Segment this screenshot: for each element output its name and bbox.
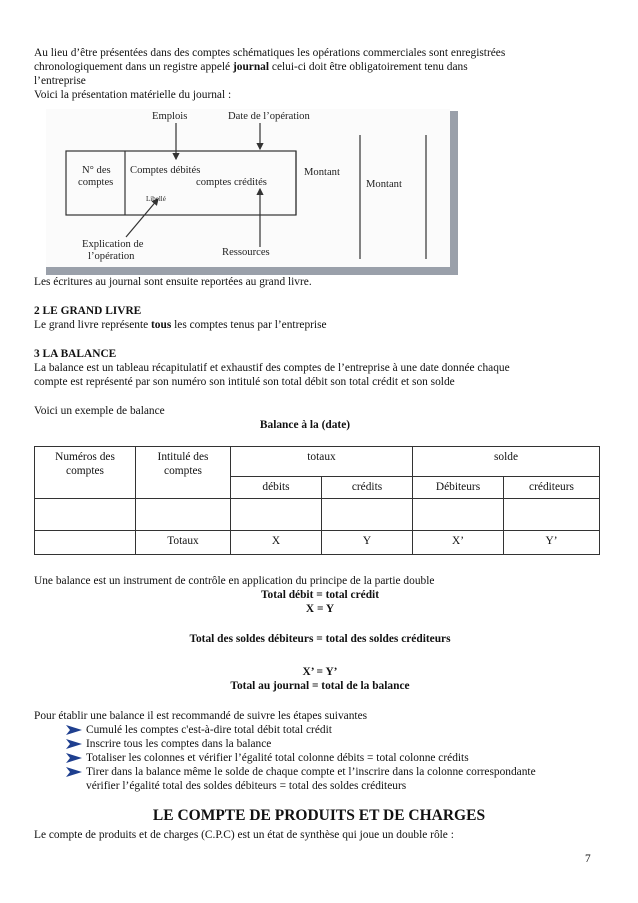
list-item xyxy=(66,765,606,779)
intro-paragraph xyxy=(34,46,606,102)
intro-line-2-a: chronologiquement dans un registre appelé xyxy=(34,61,233,73)
balance-example-line: Voici un exemple de balance xyxy=(34,405,165,417)
after-diagram-line: Les écritures au journal sont ensuite reportées au grand livre. xyxy=(34,276,312,288)
arrow-bullet-icon xyxy=(66,725,82,735)
header-solde: solde xyxy=(413,447,600,477)
header-intitule xyxy=(136,447,231,499)
grand-livre-text-b: les comptes tenus par l’entreprise xyxy=(171,319,327,331)
header-debiteurs: Débiteurs xyxy=(413,477,504,499)
step-continuation: vérifier l’égalité total des soldes débiteurs = total des soldes créditeurs xyxy=(86,780,407,792)
journal-diagram xyxy=(46,109,458,275)
explication-arrow xyxy=(126,199,158,237)
arrow-bullet-icon xyxy=(66,739,82,749)
diagram-shadow-bottom xyxy=(46,267,458,275)
table-row xyxy=(35,499,600,531)
diagram-label-num-1: N° des xyxy=(82,165,111,176)
cpc-title: LE COMPTE DE PRODUITS ET DE CHARGES xyxy=(152,807,486,824)
steps-intro xyxy=(34,709,606,723)
intro-line-1: Au lieu d’être présentées dans des comptes schématiques les opérations commerciales sont enregistrées xyxy=(34,47,506,59)
step-2: Inscrire tous les comptes dans la balance xyxy=(86,738,272,750)
header-numeros-2: comptes xyxy=(66,465,104,477)
diagram-label-explication-1: Explication de xyxy=(82,239,144,250)
equation-xp-yp: X’ = Y’ xyxy=(302,666,338,678)
equation-journal-balance: Total au journal = total de la balance xyxy=(230,680,410,692)
diagram-shadow-right xyxy=(450,111,458,275)
equation-x-y: X = Y xyxy=(305,603,335,615)
diagram-label-emplois: Emplois xyxy=(152,111,188,122)
grand-livre-bold: tous xyxy=(151,319,172,331)
header-intitule-1: Intitulé des xyxy=(157,451,209,463)
list-item xyxy=(66,751,606,765)
balance-line-2: compte est représenté par son numéro son intitulé son total débit son total crédit et son solde xyxy=(34,376,455,388)
table-cell xyxy=(35,531,136,555)
diagram-label-libelle: Libellé xyxy=(146,195,166,203)
steps-intro-line: Pour établir une balance il est recommandé de suivre les étapes suivantes xyxy=(34,710,368,722)
balance-line-1: La balance est un tableau récapitulatif et exhaustif des comptes de l’entreprise à une date donnée chaque xyxy=(34,362,510,374)
header-debits: débits xyxy=(231,477,322,499)
header-intitule-2: comptes xyxy=(164,465,202,477)
control-journal xyxy=(34,665,606,693)
control-line: Une balance est un instrument de contrôle en application du principe de la partie double xyxy=(34,575,435,587)
total-x-prime: X’ xyxy=(413,531,504,555)
balance-heading: 3 LA BALANCE xyxy=(34,348,117,360)
intro-line-4: Voici la présentation matérielle du journal : xyxy=(34,89,232,101)
diagram-label-explication-2: l’opération xyxy=(88,251,135,262)
page-number: 7 xyxy=(585,853,591,865)
equation-soldes: Total des soldes débiteurs = total des soldes créditeurs xyxy=(189,633,451,645)
grand-livre-text-a: Le grand livre représente xyxy=(34,319,152,331)
total-y: Y xyxy=(322,531,413,555)
diagram-label-num-2: comptes xyxy=(78,177,114,188)
diagram-label-credites: comptes crédités xyxy=(196,177,267,188)
header-crediteurs: créditeurs xyxy=(504,477,600,499)
grand-livre-text xyxy=(34,318,606,332)
intro-line-2 xyxy=(34,60,606,74)
intro-line-3: l’entreprise xyxy=(34,75,86,87)
journal-keyword: journal xyxy=(232,61,270,73)
diagram-label-ressources: Ressources xyxy=(222,247,270,258)
diagram-label-date: Date de l’opération xyxy=(228,111,310,122)
table-cell xyxy=(231,499,322,531)
diagram-panel xyxy=(46,109,450,267)
list-item xyxy=(66,723,606,737)
table-cell xyxy=(322,499,413,531)
steps-list xyxy=(66,723,606,793)
table-row xyxy=(35,447,600,477)
header-credits: crédits xyxy=(322,477,413,499)
diagram-label-montant-2: Montant xyxy=(366,179,402,190)
table-cell xyxy=(35,499,136,531)
control-soldes xyxy=(34,632,606,646)
step-3: Totaliser les colonnes et vérifier l’égalité total colonne débits = total colonne crédits xyxy=(86,752,469,764)
header-totaux: totaux xyxy=(231,447,413,477)
step-1: Cumulé les comptes c'est-à-dire total débit total crédit xyxy=(86,724,332,736)
balance-example xyxy=(34,404,606,432)
balance-section xyxy=(34,347,606,389)
arrow-bullet-icon xyxy=(66,767,82,777)
table-cell xyxy=(413,499,504,531)
table-cell xyxy=(504,499,600,531)
totaux-label: Totaux xyxy=(136,531,231,555)
equation-debit-credit: Total débit = total crédit xyxy=(260,589,380,601)
arrow-bullet-icon xyxy=(66,753,82,763)
total-x: X xyxy=(231,531,322,555)
intro-line-2-b: celui-ci doit être obligatoirement tenu dans xyxy=(269,61,468,73)
header-numeros xyxy=(35,447,136,499)
list-item xyxy=(66,737,606,751)
table-row xyxy=(35,531,600,555)
step-4: Tirer dans la balance même le solde de chaque compte et l’inscrire dans la colonne correspondante xyxy=(86,766,536,778)
diagram-label-montant-1: Montant xyxy=(304,167,340,178)
balance-table-title: Balance à la (date) xyxy=(259,419,351,431)
grand-livre-heading: 2 LE GRAND LIVRE xyxy=(34,305,142,317)
total-y-prime: Y’ xyxy=(504,531,600,555)
grand-livre-section xyxy=(34,304,606,332)
table-cell xyxy=(136,499,231,531)
cpc-text-line: Le compte de produits et de charges (C.P.C) est un état de synthèse qui joue un double rôle : xyxy=(34,829,454,841)
cpc-text xyxy=(34,828,606,842)
diagram-label-debites: Comptes débités xyxy=(130,165,201,176)
after-diagram-text xyxy=(34,275,606,289)
control-section xyxy=(34,574,606,616)
balance-table xyxy=(34,446,600,555)
header-numeros-1: Numéros des xyxy=(55,451,115,463)
